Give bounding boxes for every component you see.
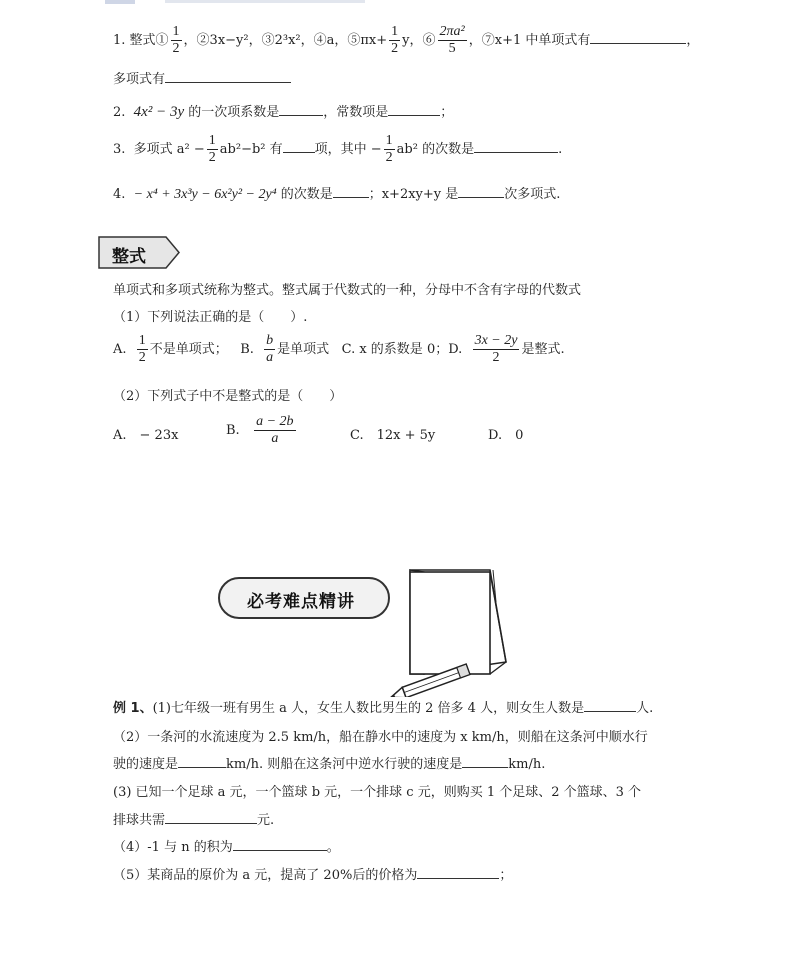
q1-prefix: 1. 整式① bbox=[113, 33, 169, 48]
answer-blank-degree[interactable] bbox=[474, 140, 558, 153]
example-1-part-4: （4）-1 与 n 的积为 。 bbox=[113, 840, 340, 855]
answer-blank-linear-coefficient[interactable] bbox=[279, 103, 323, 116]
header-remnant bbox=[105, 0, 365, 6]
example-1-part-3b: 排球共需 元. bbox=[113, 813, 275, 828]
option-b-fraction: $\frac{b}{a}$ bbox=[266, 333, 274, 365]
option-a-fraction: $\frac{1}{2}$ bbox=[138, 333, 146, 365]
sub-question-1: （1）下列说法正确的是（ ）. bbox=[113, 310, 308, 325]
option-d-text: 是整式. bbox=[521, 342, 565, 357]
sub-question-1-options: A. $\frac{1}{2}$ 不是单项式； B. $\frac{b}{a}$ 是单项式 C. x 的系数是 0；D. $\frac{3x - 2y}{2}$ 是整式. bbox=[113, 333, 565, 365]
example-1-part-2a: （2）一条河的水流速度为 2.5 km/h，船在静水中的速度为 x km/h，则船在这条河中顺水行 bbox=[113, 730, 648, 745]
q2-expression: 4x² − 3y bbox=[133, 104, 185, 120]
answer-blank-girls[interactable] bbox=[584, 699, 636, 712]
q4-expression: − x⁴ + 3x³y − 6x²y² − 2y⁴ bbox=[133, 187, 277, 202]
option-b-fraction-2: $\frac{a - 2b}{a}$ bbox=[256, 414, 294, 446]
option-a-text: 不是单项式； bbox=[149, 342, 228, 357]
banner-title: 必考难点精讲 bbox=[247, 592, 355, 612]
question-4: 4. − x⁴ + 3x³y − 6x²y² − 2y⁴ 的次数是 ；x+2xy+y 是 次多项式. bbox=[113, 187, 561, 202]
answer-blank-terms[interactable] bbox=[283, 140, 315, 153]
question-1: 1. 整式① $\frac{1}{2}$ ，②3x−y²，③2³x²，④a，⑤πx+ $\frac{1}{2}$ y，⑥ $\frac{\text{2πa²}}{5}$ ，⑦x+1 中单项式有 ， bbox=[113, 24, 700, 56]
answer-blank-upstream-speed[interactable] bbox=[462, 755, 508, 768]
fraction-one-half-b: $\frac{1}{2}$ bbox=[391, 24, 399, 56]
q1-terms-c: ，⑦x+1 中单项式有 bbox=[468, 33, 591, 48]
answer-blank-downstream-speed[interactable] bbox=[178, 755, 226, 768]
sub2-option-b: B. $\frac{a - 2b}{a}$ bbox=[226, 414, 294, 446]
answer-blank-constant[interactable] bbox=[388, 103, 440, 116]
example-1-part-2b: 驶的速度是 km/h. 则船在这条河中逆水行驶的速度是 km/h. bbox=[113, 757, 546, 772]
fraction-one-half: $\frac{1}{2}$ bbox=[172, 24, 180, 56]
notebook-pencil-illustration bbox=[380, 562, 515, 697]
example-1-part-1: 例 1、(1)七年级一班有男生 a 人，女生人数比男生的 2 倍多 4 人，则女生人数是 人. bbox=[113, 701, 654, 716]
section-tag-label: 整式 bbox=[112, 247, 146, 267]
answer-blank-product[interactable] bbox=[233, 838, 327, 851]
sub2-option-d: D. 0 bbox=[488, 428, 524, 443]
sub2-option-a: A. − 23x bbox=[113, 428, 179, 443]
option-d-fraction: $\frac{3x - 2y}{2}$ bbox=[474, 333, 518, 365]
sub-question-2: （2）下列式子中不是整式的是（ ） bbox=[113, 389, 343, 404]
answer-blank-poly-degree[interactable] bbox=[333, 185, 369, 198]
fraction-half-q3b: $\frac{1}{2}$ bbox=[385, 133, 393, 165]
answer-blank-total-cost[interactable] bbox=[165, 811, 257, 824]
option-b-text: 是单项式 bbox=[277, 342, 330, 357]
example-1-part-5: （5）某商品的原价为 a 元，提高了 20%后的价格为 ； bbox=[113, 868, 513, 883]
example-label: 例 1、 bbox=[113, 701, 153, 716]
q1-line2: 多项式有 bbox=[113, 68, 291, 87]
option-c-text: C. x 的系数是 0；D. bbox=[341, 342, 463, 357]
answer-blank-monomials[interactable] bbox=[590, 31, 686, 44]
example-1-part-3a: (3) 已知一个足球 a 元，一个篮球 b 元，一个排球 c 元，则购买 1 个足球、2 个篮球、3 个 bbox=[113, 785, 642, 800]
fraction-half-q3a: $\frac{1}{2}$ bbox=[208, 133, 216, 165]
q1-terms-a: ，②3x−y²，③2³x²，④a，⑤πx+ bbox=[183, 33, 388, 48]
answer-blank-polynomials[interactable] bbox=[165, 70, 291, 83]
sub2-option-c: C. 12x + 5y bbox=[350, 428, 436, 443]
q1-terms-b: y，⑥ bbox=[402, 33, 436, 48]
question-3: 3. 多项式 a² − $\frac{1}{2}$ ab²−b² 有 项，其中 − $\frac{1}{2}$ ab² 的次数是 . bbox=[113, 133, 563, 165]
definition-text: 单项式和多项式统称为整式。整式属于代数式的一种，分母中不含有字母的代数式 bbox=[113, 283, 582, 298]
question-2: 2. 4x² − 3y 的一次项系数是 ，常数项是 ； bbox=[113, 104, 454, 120]
answer-blank-new-price[interactable] bbox=[417, 866, 499, 879]
answer-blank-poly-type[interactable] bbox=[458, 185, 504, 198]
fraction-2pia2-over-5: $\frac{\text{2πa²}}{5}$ bbox=[439, 24, 465, 56]
